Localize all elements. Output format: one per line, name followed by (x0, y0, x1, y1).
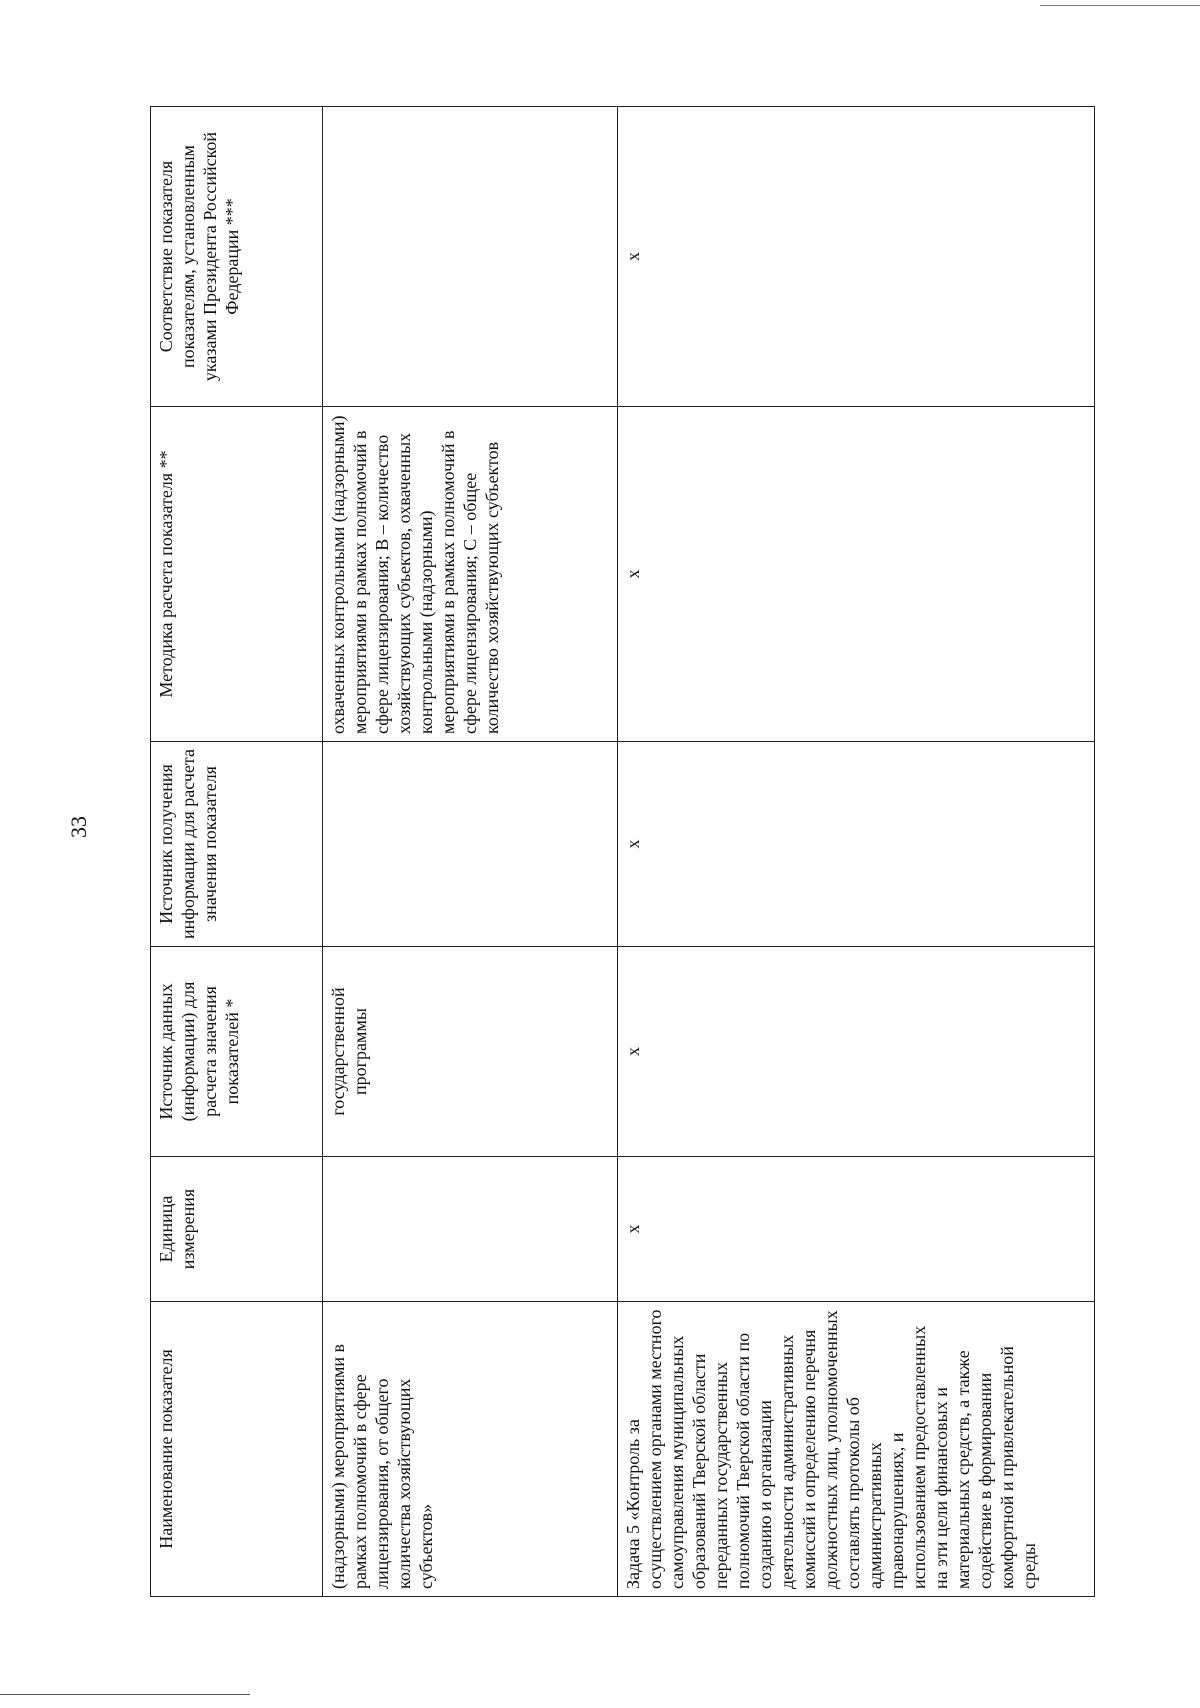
row2-info-source: х (618, 742, 1095, 947)
header-name: Наименование показателя (151, 1302, 323, 1597)
row1-name: (надзорными) мероприятиями в рамках полномочий в сфере лицензирования, от общего количества хозяйствующих субъектов» (323, 1302, 618, 1597)
table-row (618, 107, 1095, 1597)
table-row (323, 107, 618, 1597)
row1-info-source (323, 742, 618, 947)
scan-artifact-bottom (0, 1694, 250, 1695)
row2-compliance: х (618, 107, 1095, 407)
rotated-table-wrapper (150, 107, 1095, 1597)
header-data-source: Источник данных (информации) для расчета значения показателей * (151, 947, 323, 1157)
header-info-source: Источник получения информации для расчета значения показателя (151, 742, 323, 947)
scan-artifact-top (1040, 5, 1200, 6)
header-unit: Единица измерения (151, 1157, 323, 1302)
row1-unit (323, 1157, 618, 1302)
row1-method: охваченных контрольными (надзорными) мероприятиями в рамках полномочий в сфере лицензирования; В – количество хозяйствующих субъектов, охваченных контрольными (надзорными) мероприятиями в рамках полномочий в сфере лицензирования; С – общее количество хозяйствующих субъектов (323, 407, 618, 742)
row2-method: х (618, 407, 1095, 742)
header-method: Методика расчета показателя ** (151, 407, 323, 742)
row2-name: Задача 5 «Контроль за осуществлением органами местного самоуправления муниципальных образований Тверской области переданных государственных полномочий Тверской области по созданию и организации деятельности административных комиссий и определению перечня должностных лиц, уполномоченных составлять протоколы об административных правонарушениях, и использованием предоставленных на эти цели финансовых и материальных средств, а также содействие в формировании комфортной и привлекательной среды (618, 1302, 1095, 1597)
indicator-table (150, 106, 1095, 1597)
row2-unit: х (618, 1157, 1095, 1302)
row1-compliance (323, 107, 618, 407)
row2-data-source: х (618, 947, 1095, 1157)
row1-data-source: государственной программы (323, 947, 618, 1157)
page-number: 33 (66, 816, 91, 838)
header-compliance: Соответствие показателя показателям, установленным указами Президента Российской Федерации *** (151, 107, 323, 407)
header-row (151, 107, 323, 1597)
